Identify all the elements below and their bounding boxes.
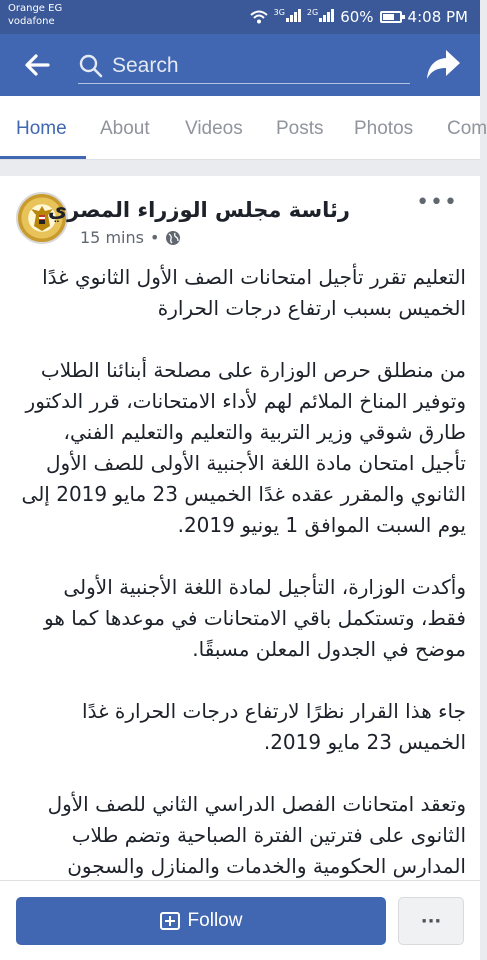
post-paragraph: من منطلق حرص الوزارة على مصلحة أبنائنا الطلاب وتوفير المناخ الملائم لهم لأداء الامتحانات، قرر الدكتور طارق شوقي وزير التربية والتعليم والتعليم الفني، تأجيل امتحان مادة اللغة الأجنبية الأولى للصف الأول الثانوي والمقرر عقده غدًا الخميس 23 مايو 2019 إلى يوم السبت الموافق 1 يونيو 2019. [21, 358, 466, 537]
signal-2 [307, 8, 334, 26]
post-text [14, 262, 466, 913]
tab-videos[interactable]: Videos [185, 118, 243, 139]
tab-home[interactable]: Home [16, 118, 67, 139]
signal-1 [274, 8, 301, 26]
page-name[interactable]: رئاسة مجلس الوزراء المصري [47, 198, 350, 222]
bottom-action-bar [0, 880, 480, 960]
top-navigation [0, 34, 480, 96]
search-icon [78, 53, 104, 79]
tab-community[interactable]: Com [447, 118, 487, 139]
share-button[interactable] [426, 48, 462, 82]
share-arrow-icon [426, 48, 462, 82]
clock: 4:08 PM [407, 8, 468, 26]
carrier-2: vodafone [8, 16, 55, 27]
signal-bars-icon [319, 8, 334, 22]
post-options-button[interactable]: ••• [416, 190, 458, 215]
tab-posts[interactable]: Posts [276, 118, 324, 139]
more-options-button[interactable]: ··· [398, 897, 464, 945]
status-bar [0, 0, 480, 34]
post-paragraph: وأكدت الوزارة، التأجيل لمادة اللغة الأجنبية الأولى فقط، وتستكمل باقي الامتحانات في موعدها كما هو موضح في الجدول المعلن مسبقًا. [44, 575, 466, 661]
search-placeholder: Search [112, 53, 179, 77]
carrier-1: Orange EG [8, 3, 63, 14]
post-paragraph: التعليم تقرر تأجيل امتحانات الصف الأول الثانوي غدًا الخميس بسبب ارتفاع درجات الحرارة [42, 265, 466, 320]
post-paragraph: وتعقد امتحانات الفصل الدراسي الثاني للصف الأول الثانوى على فترتين الفترة الصباحية وتضم طلاب المدارس الحكومية والخدمات والمنازل والسجون [47, 792, 466, 878]
carrier-labels [8, 2, 62, 28]
tab-about[interactable]: About [100, 118, 150, 139]
battery-percent: 60% [340, 8, 374, 26]
globe-icon [165, 230, 181, 246]
post-meta [80, 228, 181, 247]
back-arrow-icon [24, 53, 50, 77]
follow-button[interactable] [16, 897, 386, 945]
post-time[interactable]: 15 mins [80, 228, 144, 247]
battery-icon [380, 11, 402, 23]
search-input[interactable] [78, 48, 410, 84]
post-card [0, 176, 480, 880]
status-indicators [250, 8, 468, 26]
follow-plus-icon [160, 912, 180, 930]
tab-photos[interactable]: Photos [354, 118, 414, 139]
signal-bars-icon [286, 8, 301, 22]
meta-separator: • [149, 228, 160, 247]
network-type-1: 3G [273, 8, 285, 17]
follow-label: Follow [187, 910, 243, 931]
active-tab-indicator [0, 156, 86, 159]
page-tabs [0, 96, 487, 160]
post-paragraph: جاء هذا القرار نظرًا لارتفاع درجات الحرارة غدًا الخميس 23 مايو 2019. [82, 699, 466, 754]
network-type-2: 2G [306, 8, 319, 17]
wifi-icon [250, 10, 268, 24]
back-button[interactable] [20, 49, 54, 81]
